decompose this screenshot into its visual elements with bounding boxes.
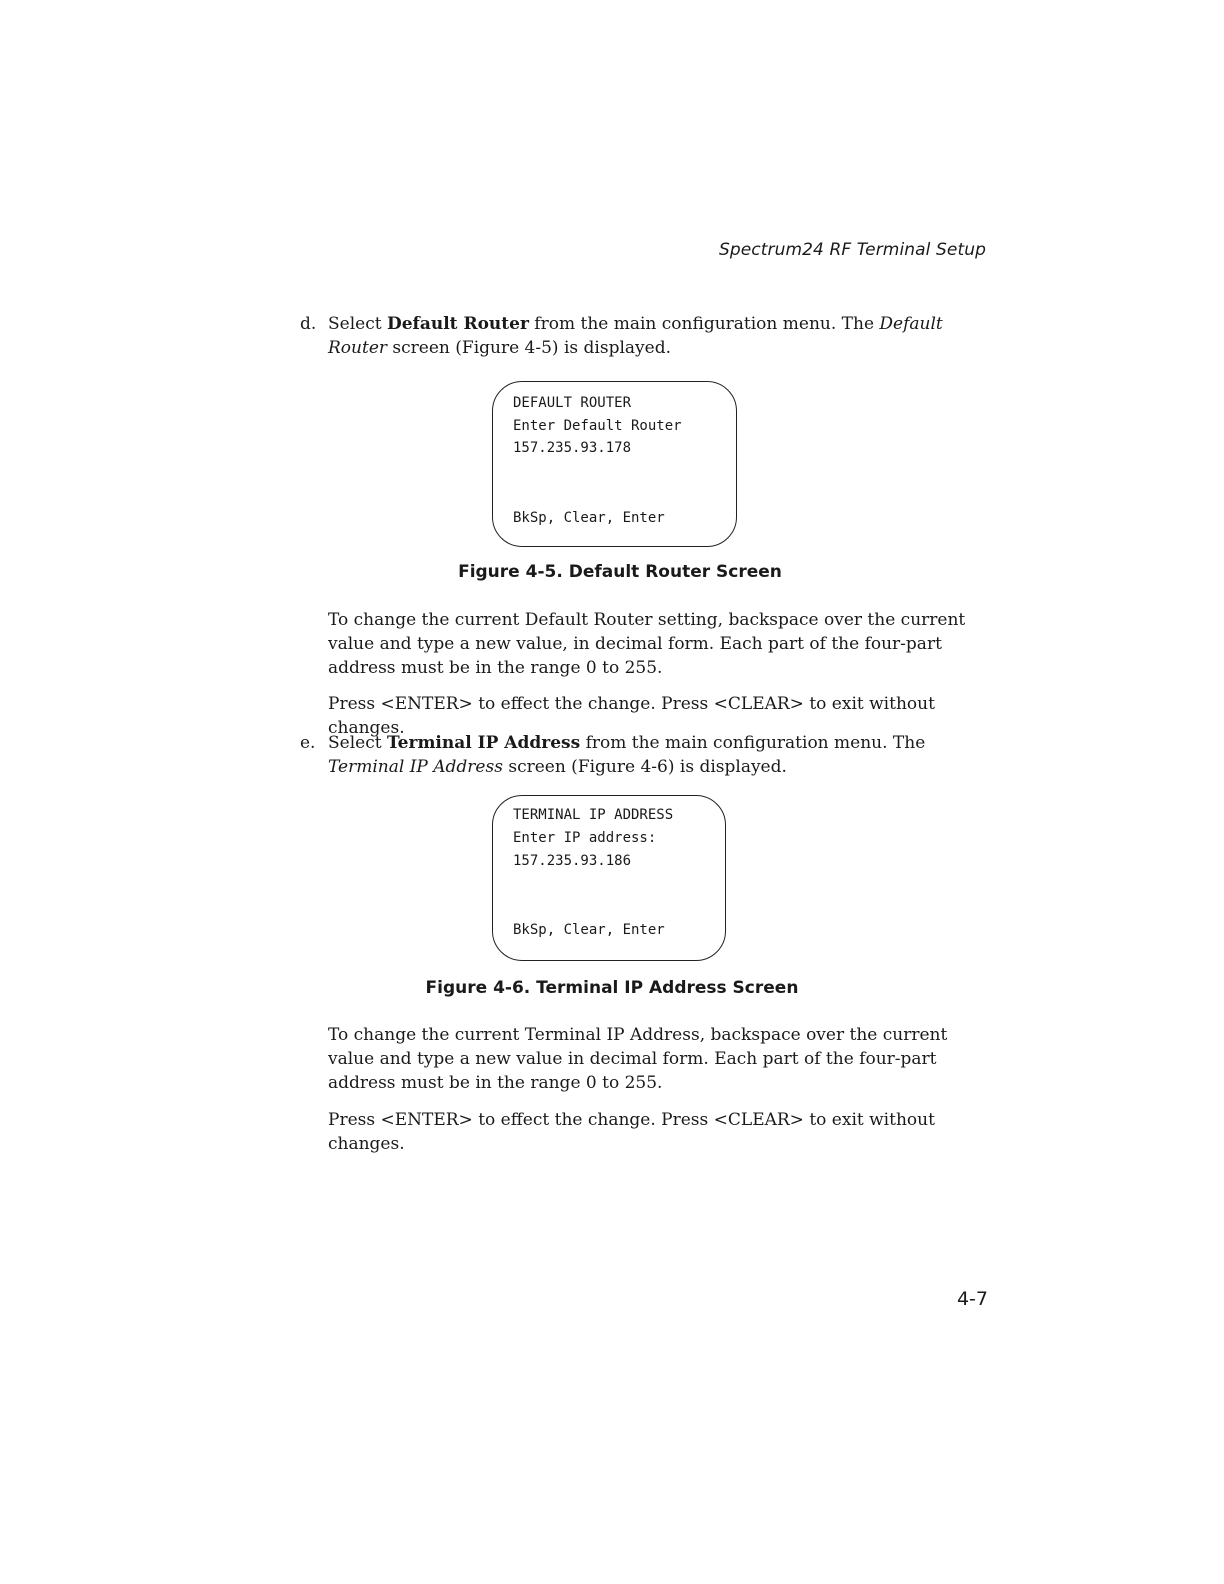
figure-caption: Figure 4-5. Default Router Screen xyxy=(458,562,782,582)
running-head: Spectrum24 RF Terminal Setup xyxy=(718,240,986,260)
screen-title: TERMINAL IP ADDRESS xyxy=(513,807,674,823)
screen-keys: BkSp, Clear, Enter xyxy=(513,510,665,526)
figure-caption: Figure 4-6. Terminal IP Address Screen xyxy=(425,978,799,998)
paragraph: Press <ENTER> to effect the change. Press <CLEAR> to exit without changes. xyxy=(328,694,935,738)
terminal-ip-address-screen xyxy=(492,795,726,961)
menu-item-terminal-ip-address: Terminal IP Address xyxy=(386,733,581,753)
paragraph: To change the current Terminal IP Address, backspace over the current value and type a new value in decimal form. Each part of the four-part address must be in the range 0 to 255. xyxy=(328,1025,948,1093)
paragraph: Press <ENTER> to effect the change. Press <CLEAR> to exit without changes. xyxy=(328,1110,935,1154)
screen-keys: BkSp, Clear, Enter xyxy=(513,922,665,938)
step-e-letter: e. xyxy=(300,733,316,753)
step-e-text: Select Terminal IP Address from the main configuration menu. The Terminal IP Address screen (Figure 4-6) is displayed. xyxy=(328,733,926,777)
page-number: 4-7 xyxy=(956,1288,988,1310)
step-d-text: Select Default Router from the main configuration menu. The Default Router screen (Figure 4-5) is displayed. xyxy=(328,314,943,358)
screen-value: 157.235.93.186 xyxy=(513,853,632,869)
menu-item-default-router: Default Router xyxy=(386,314,529,334)
screen-prompt: Enter IP address: xyxy=(513,830,657,846)
screen-value: 157.235.93.178 xyxy=(513,440,632,456)
default-router-screen xyxy=(492,381,737,547)
screen-name-terminal-ip-address: Terminal IP Address xyxy=(328,757,503,777)
screen-title: DEFAULT ROUTER xyxy=(513,395,632,411)
step-d-letter: d. xyxy=(300,314,317,334)
paragraph: To change the current Default Router setting, backspace over the current value and type a new value, in decimal form. Each part of the four-part address must be in the range 0 to 255. xyxy=(328,610,966,678)
screen-prompt: Enter Default Router xyxy=(513,418,682,434)
screen-name-default-router: Default Router xyxy=(328,314,943,358)
